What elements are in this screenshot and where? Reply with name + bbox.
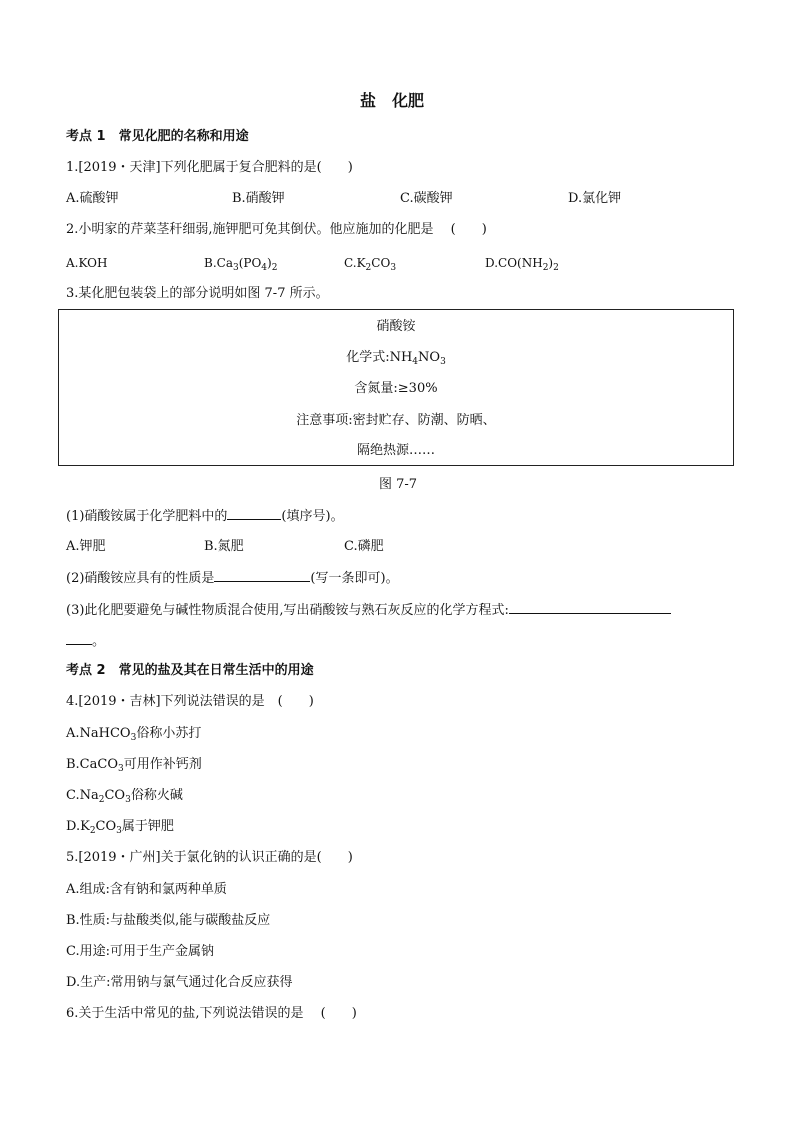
q2-option-c: $C.K_2CO_3$ [344, 256, 397, 273]
q1-option-a: A.硫酸钾 [66, 191, 119, 206]
q1-option-b: B.硝酸钾 [232, 191, 285, 206]
q5-option-d: D.生产:常用钠与氯气通过化合反应获得 [66, 975, 293, 990]
label-product-name: 硝酸铵 [376, 319, 416, 334]
section-heading-1: 考点 1 常见化肥的名称和用途 [66, 129, 249, 144]
q1-option-c: C.碳酸钾 [400, 191, 453, 206]
q1-option-d: D.氯化钾 [568, 191, 622, 206]
q5-option-c: C.用途:可用于生产金属钠 [66, 944, 214, 959]
q3-part-2: (2)硝酸铵应具有的性质是 (写一条即可)。 [66, 571, 399, 586]
q3-part-3-cont: 。 [66, 632, 105, 651]
q3-option-c: C.磷肥 [344, 539, 384, 554]
fertilizer-label-box [58, 309, 734, 466]
question-3-stem: 3.某化肥包装袋上的部分说明如图 7-7 所示。 [66, 286, 329, 301]
q4-option-a: A.NaHCO$_3$俗称小苏打 [66, 726, 202, 743]
question-4-stem: 4.[2019・吉林]下列说法错误的是 ( ) [66, 694, 314, 709]
answer-blank-3-cont[interactable] [66, 632, 92, 645]
question-1-stem: 1.[2019・天津]下列化肥属于复合肥料的是( ) [66, 160, 353, 175]
answer-blank-3[interactable] [509, 601, 671, 614]
answer-blank-2[interactable] [214, 569, 310, 582]
question-5-stem: 5.[2019・广州]关于氯化钠的认识正确的是( ) [66, 850, 353, 865]
figure-caption: 图 7-7 [379, 477, 418, 492]
label-nitrogen-content: 含氮量:≥30% [354, 381, 438, 396]
q2-option-b: $B.Ca_3(PO_4)_2$ [204, 256, 278, 273]
q5-option-b: B.性质:与盐酸类似,能与碳酸盐反应 [66, 913, 271, 928]
question-6-stem: 6.关于生活中常见的盐,下列说法错误的是 ( ) [66, 1006, 357, 1021]
q3-option-b: B.氮肥 [204, 539, 244, 554]
q5-option-a: A.组成:含有钠和氯两种单质 [66, 882, 227, 897]
q2-option-d: $D.CO(NH_2)_2$ [485, 256, 559, 273]
section-heading-2: 考点 2 常见的盐及其在日常生活中的用途 [66, 663, 314, 678]
q3-option-a: A.钾肥 [66, 539, 106, 554]
question-2-stem: 2.小明家的芹菜茎秆细弱,施钾肥可免其倒伏。他应施加的化肥是 ( ) [66, 222, 487, 237]
q3-part-3: (3)此化肥要避免与碱性物质混合使用,写出硝酸铵与熟石灰反应的化学方程式: [66, 601, 671, 620]
q4-option-b: B.CaCO$_3$可用作补钙剂 [66, 757, 202, 774]
q4-option-d: $D.K_2CO_3$属于钾肥 [66, 819, 174, 836]
page-title: 盐 化肥 [360, 91, 425, 110]
label-notes-cont: 隔绝热源…… [356, 443, 435, 458]
label-formula: 化学式$:NH_4NO_3$ [346, 350, 446, 367]
q4-option-c: $C.Na_2CO_3$俗称火碱 [66, 788, 183, 805]
q3-part-1: (1)硝酸铵属于化学肥料中的 (填序号)。 [66, 509, 344, 524]
q2-option-a: A.KOH [66, 256, 108, 270]
answer-blank-1[interactable] [227, 507, 281, 520]
label-notes: 注意事项:密封贮存、防潮、防晒、 [296, 413, 496, 428]
